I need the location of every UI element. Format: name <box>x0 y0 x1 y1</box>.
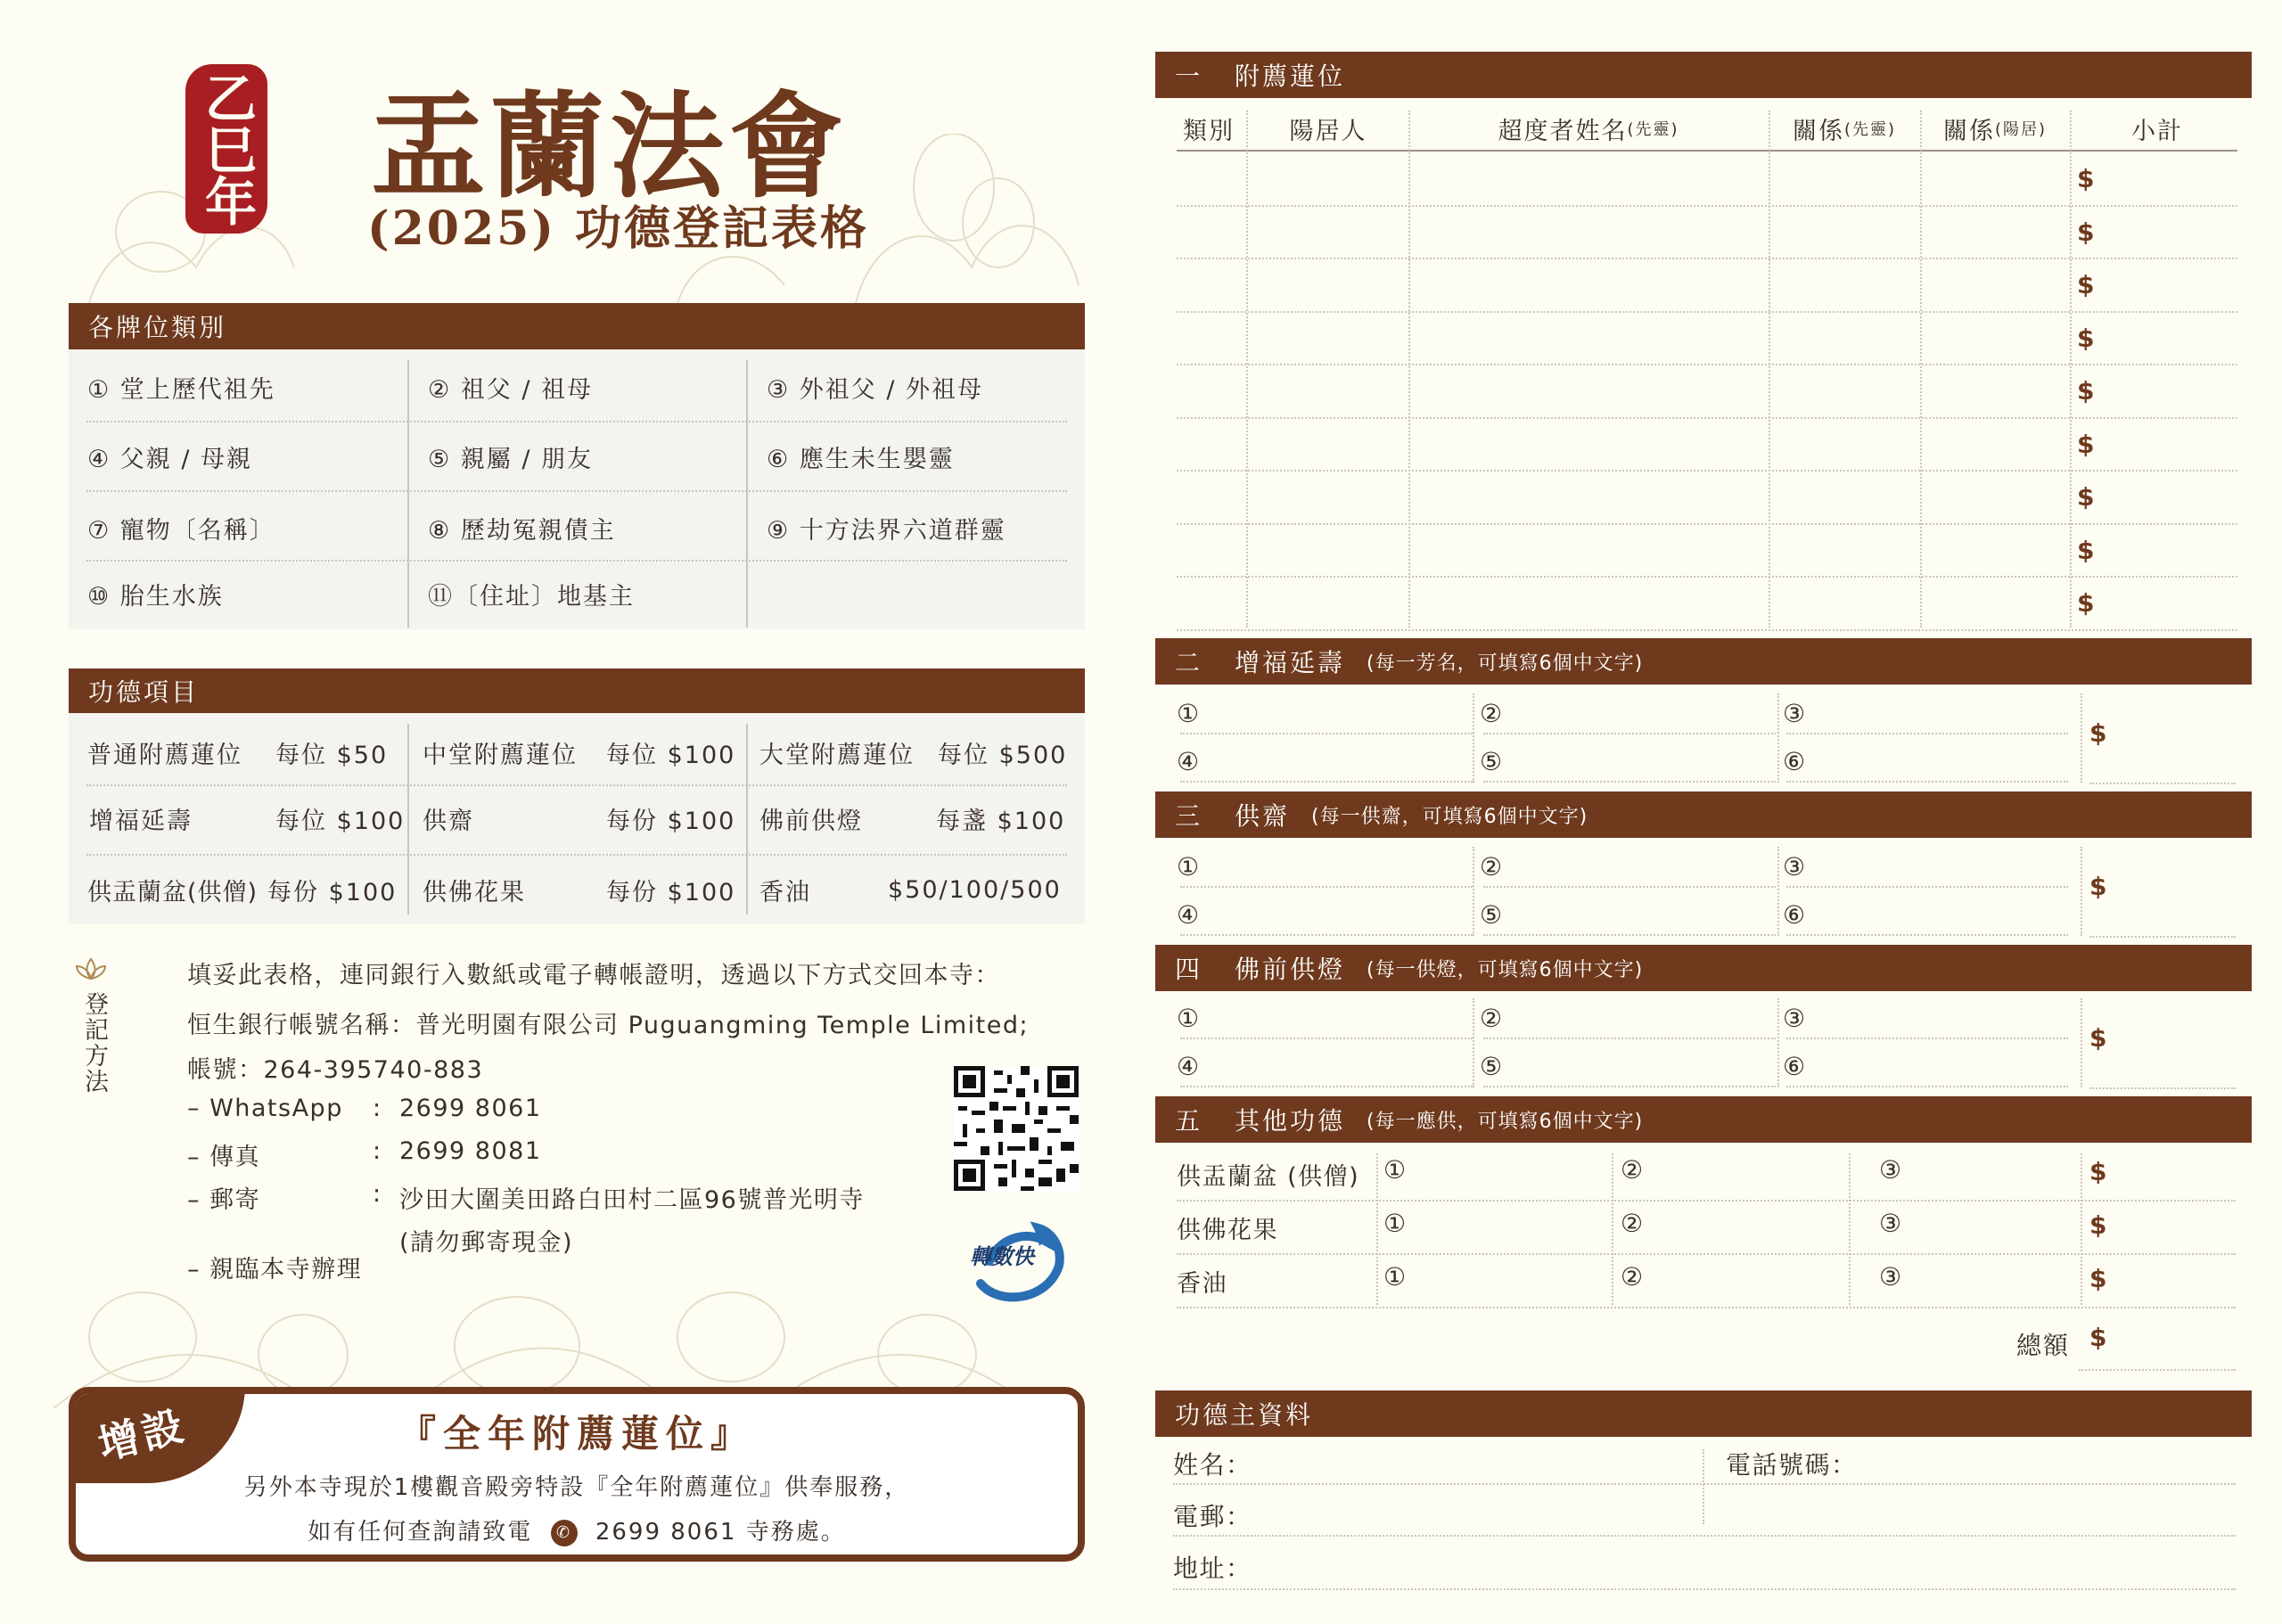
tablet-type-item: ① 堂上歷代祖先 <box>87 375 275 404</box>
entry-line <box>1786 934 2068 936</box>
circled-number: ① <box>1383 1155 1407 1185</box>
table-row-line <box>1177 629 2237 631</box>
section-2-note: (每一芳名，可填寫6個中文字) <box>1367 652 1644 675</box>
section-3-note: (每一供齋，可填寫6個中文字) <box>1311 805 1588 828</box>
tablet-type-item: ⑦ 寵物〔名稱〕 <box>87 516 275 545</box>
column-divider <box>1777 847 1779 936</box>
subtotal-currency: $ <box>2077 164 2095 193</box>
circled-number: ① <box>1177 852 1200 882</box>
merit-item-name: 大堂附薦蓮位 <box>759 741 915 769</box>
circled-number: ③ <box>1879 1262 1902 1292</box>
circled-number: ⑥ <box>1783 900 1806 930</box>
subtotal-currency: $ <box>2077 482 2095 512</box>
section-4-title: 佛前供燈 <box>1235 955 1346 984</box>
table-row-line <box>1177 470 2237 472</box>
table-row-line <box>1177 364 2237 365</box>
merit-item-name: 中堂附薦蓮位 <box>423 741 578 769</box>
circled-number: ③ <box>1783 852 1806 882</box>
circled-number: ② <box>1621 1262 1644 1292</box>
entry-line <box>1180 781 1473 783</box>
entry-line <box>1786 1086 2068 1087</box>
tablet-type-item: ⑤ 親屬 / 朋友 <box>428 445 594 473</box>
circled-number: ② <box>1480 852 1503 882</box>
section-1-number: 一 <box>1175 62 1203 91</box>
page-title: 盂蘭法會 <box>371 80 850 214</box>
entry-line <box>1177 1307 2236 1308</box>
bank-account-number: 帳號：264-395740-883 <box>187 1056 484 1084</box>
year-seal-text: 乙巳年 <box>196 71 257 226</box>
merit-item-name: 香油 <box>759 878 811 906</box>
circled-number: ③ <box>1879 1155 1902 1185</box>
notice-title: 『全年附薦蓮位』 <box>398 1412 755 1456</box>
section-5-note: (每一應供，可填寫6個中文字) <box>1367 1110 1644 1133</box>
total-label: 總額 <box>2016 1331 2071 1360</box>
merit-item-price: 每位 $100 <box>606 741 736 769</box>
column-divider <box>1473 998 1474 1087</box>
page-subtitle: (2025) 功德登記表格 <box>367 201 870 256</box>
phone-icon: ✆ <box>551 1520 578 1546</box>
merit-item-price: $50/100/500 <box>888 875 1062 904</box>
year-seal <box>185 64 267 234</box>
circled-number: ③ <box>1783 699 1806 728</box>
merit-item-price: 每位 $50 <box>275 741 389 769</box>
section-5-title: 其他功德 <box>1235 1106 1346 1136</box>
circled-number: ③ <box>1879 1209 1902 1238</box>
entry-line <box>1180 886 1473 888</box>
entry-line <box>1786 733 2068 734</box>
method-label: – WhatsApp <box>187 1095 343 1122</box>
circled-number: ④ <box>1177 900 1200 930</box>
donor-info-header <box>1155 1390 2252 1437</box>
in-person-method: – 親臨本寺辦理 <box>187 1256 363 1284</box>
subtotal-currency: $ <box>2077 324 2095 353</box>
whatsapp-number[interactable]: 2699 8061 <box>399 1095 542 1122</box>
section-3-title: 供齋 <box>1235 801 1291 831</box>
postal-note: (請勿郵寄現金) <box>399 1229 574 1257</box>
bank-account-name: 恒生銀行帳號名稱：普光明園有限公司 Puguangming Temple Limited; <box>187 1012 1030 1039</box>
table-row-line <box>1177 523 2237 525</box>
other-merit-name: 香油 <box>1177 1270 1227 1298</box>
merit-items-title: 功德項目 <box>88 677 200 707</box>
registration-label: 登記方法 <box>80 991 108 1095</box>
section-4-number: 四 <box>1175 955 1203 984</box>
entry-line <box>1483 1038 1776 1039</box>
circled-number: ③ <box>1783 1004 1806 1033</box>
other-merit-name: 供佛花果 <box>1177 1217 1278 1244</box>
entry-line <box>1483 886 1776 888</box>
column-divider <box>1777 998 1779 1087</box>
fax-number: 2699 8081 <box>399 1137 542 1165</box>
col-deceased-name-label: 超度者姓名 <box>1498 117 1628 145</box>
section-3-header <box>1155 791 2252 838</box>
method-colon: : <box>373 1137 382 1165</box>
circled-number: ⑤ <box>1480 1052 1503 1081</box>
notice-tag: 增設 <box>93 1400 192 1470</box>
method-label: – 傳真 <box>187 1144 261 1171</box>
column-divider <box>1473 693 1474 783</box>
donor-name-label: 姓名： <box>1173 1450 1252 1480</box>
subtotal-line <box>2089 936 2236 938</box>
donor-email-label: 電郵： <box>1173 1502 1252 1531</box>
entry-line <box>1483 733 1776 734</box>
table-row-line <box>1177 417 2237 419</box>
section-1-header <box>1155 52 2252 98</box>
entry-line <box>1483 781 1776 783</box>
notice-line-1: 另外本寺現於1樓觀音殿旁特設『全年附薦蓮位』供奉服務， <box>243 1474 910 1501</box>
col-yangju: 陽居人 <box>1289 117 1367 145</box>
column-divider <box>2081 847 2082 936</box>
subtotal-currency: $ <box>2077 588 2095 618</box>
column-divider <box>1473 847 1474 936</box>
col-relation-note: (陽居) <box>1994 120 2048 139</box>
entry-line <box>1180 733 1473 734</box>
fps-logo <box>963 1221 1070 1305</box>
entry-line <box>1483 1086 1776 1087</box>
circled-number: ② <box>1480 1004 1503 1033</box>
tablet-type-item: ⑪〔住址〕地基主 <box>428 582 635 611</box>
subtotal-currency: $ <box>2077 536 2095 565</box>
col-relation-living <box>1920 109 2070 148</box>
tablet-type-item: ⑨ 十方法界六道群靈 <box>767 516 1006 545</box>
tablet-types-header <box>69 303 1085 349</box>
column-divider <box>1849 1153 1851 1305</box>
column-divider <box>2081 693 2082 783</box>
entry-line <box>1177 1200 2236 1202</box>
subtotal-currency: $ <box>2077 430 2095 459</box>
notice-line-2-prefix: 如有任何查詢請致電 <box>308 1519 533 1546</box>
merit-item-price: 每份 $100 <box>267 878 398 906</box>
merit-item-price: 每盞 $100 <box>936 807 1066 835</box>
tablet-type-item: ⑥ 應生未生嬰靈 <box>767 445 955 473</box>
method-colon: : <box>373 1095 382 1122</box>
subtotal-currency: $ <box>2089 872 2107 901</box>
section-5-number: 五 <box>1175 1106 1203 1136</box>
circled-number: ⑥ <box>1783 1052 1806 1081</box>
table-row-line <box>1177 258 2237 259</box>
fps-logo-text: 轉數快 <box>970 1244 1034 1269</box>
qr-code[interactable] <box>954 1066 1079 1191</box>
circled-number: ② <box>1621 1155 1644 1185</box>
col-relation-note: (先靈) <box>1843 120 1897 139</box>
registration-intro: 填妥此表格，連同銀行入數紙或電子轉帳證明，透過以下方式交回本寺： <box>187 962 1000 989</box>
tablet-type-item: ⑩ 胎生水族 <box>87 582 224 611</box>
subtotal-currency: $ <box>2077 270 2095 299</box>
subtotal-currency: $ <box>2077 376 2095 406</box>
circled-number: ⑤ <box>1480 900 1503 930</box>
entry-line <box>1483 934 1776 936</box>
col-deceased-name <box>1408 109 1769 148</box>
notice-box <box>69 1387 1085 1562</box>
total-currency: $ <box>2089 1323 2107 1352</box>
tablet-type-item: ⑧ 歷劫冤親債主 <box>428 516 616 545</box>
entry-line <box>1786 781 2068 783</box>
postal-address: 沙田大圍美田路白田村二區96號普光明寺 <box>399 1186 865 1214</box>
subtotal-currency: $ <box>2077 217 2095 247</box>
lotus-icon <box>73 956 109 982</box>
column-divider <box>1376 1153 1378 1305</box>
section-4-header <box>1155 945 2252 991</box>
merit-item-name: 供齋 <box>423 807 474 835</box>
tablet-type-item: ② 祖父 / 祖母 <box>428 375 594 404</box>
other-merit-name: 供盂蘭盆 (供僧) <box>1177 1163 1360 1191</box>
tablet-type-item: ③ 外祖父 / 外祖母 <box>767 375 984 404</box>
circled-number: ① <box>1177 699 1200 728</box>
column-divider <box>2081 1153 2082 1305</box>
method-label: – 郵寄 <box>187 1186 261 1214</box>
notice-phone[interactable]: 2699 8061 寺務處。 <box>595 1519 846 1546</box>
table-row-line <box>1177 576 2237 578</box>
tablet-type-item: ④ 父親 / 母親 <box>87 445 253 473</box>
circled-number: ② <box>1621 1209 1644 1238</box>
entry-line <box>1786 1038 2068 1039</box>
merit-item-name: 普通附薦蓮位 <box>87 741 242 769</box>
circled-number: ① <box>1383 1262 1407 1292</box>
tablet-types-title: 各牌位類別 <box>88 313 227 342</box>
section-4-note: (每一供燈，可填寫6個中文字) <box>1367 958 1644 981</box>
merit-item-name: 供盂蘭盆(供僧) <box>87 878 259 906</box>
subtotal-currency: $ <box>2089 1157 2107 1186</box>
donor-phone-label: 電話號碼： <box>1726 1450 1858 1480</box>
entry-line <box>1180 1038 1473 1039</box>
entry-line <box>1786 886 2068 888</box>
subtotal-currency: $ <box>2089 1210 2107 1240</box>
section-3-number: 三 <box>1175 801 1203 831</box>
section-5-header <box>1155 1096 2252 1143</box>
method-colon: : <box>373 1180 382 1208</box>
circled-number: ① <box>1383 1209 1407 1238</box>
subtotal-line <box>2089 1087 2236 1089</box>
subtotal-currency: $ <box>2089 1264 2107 1293</box>
merit-item-name: 增福延壽 <box>89 807 193 835</box>
subtotal-line <box>2089 783 2236 784</box>
circled-number: ② <box>1480 699 1503 728</box>
col-relation-deceased <box>1769 109 1920 148</box>
merit-items-header <box>69 668 1085 713</box>
table-row-line <box>1177 205 2237 207</box>
merit-item-price: 每份 $100 <box>606 807 736 835</box>
entry-line <box>1180 1086 1473 1087</box>
col-category: 類別 <box>1183 117 1235 145</box>
entry-line <box>1180 934 1473 936</box>
donor-info-title: 功德主資料 <box>1175 1400 1314 1430</box>
col-relation-label: 關係 <box>1942 117 1995 145</box>
donor-address-label: 地址： <box>1173 1554 1252 1583</box>
section-2-header <box>1155 638 2252 685</box>
merit-item-price: 每份 $100 <box>606 878 736 906</box>
col-subtotal: 小計 <box>2131 117 2183 145</box>
merit-item-name: 供佛花果 <box>423 878 526 906</box>
col-deceased-name-note: (先靈) <box>1627 120 1679 139</box>
column-divider <box>1777 693 1779 783</box>
circled-number: ④ <box>1177 747 1200 776</box>
merit-item-price: 每位 $500 <box>938 741 1068 769</box>
column-divider <box>2081 998 2082 1087</box>
section-1-title: 附薦蓮位 <box>1235 62 1346 91</box>
merit-item-price: 每位 $100 <box>275 807 406 835</box>
subtotal-currency: $ <box>2089 718 2107 748</box>
subtotal-currency: $ <box>2089 1023 2107 1053</box>
col-relation-label: 關係 <box>1792 117 1844 145</box>
notice-line-2 <box>76 1513 1078 1546</box>
entry-line <box>1177 1253 2236 1255</box>
section-2-title: 增福延壽 <box>1235 648 1346 677</box>
column-divider <box>1612 1153 1613 1305</box>
circled-number: ⑥ <box>1783 747 1806 776</box>
table-row-line <box>1177 311 2237 313</box>
section-2-number: 二 <box>1175 648 1203 677</box>
circled-number: ④ <box>1177 1052 1200 1081</box>
circled-number: ① <box>1177 1004 1200 1033</box>
merit-item-name: 佛前供燈 <box>759 807 863 835</box>
circled-number: ⑤ <box>1480 747 1503 776</box>
